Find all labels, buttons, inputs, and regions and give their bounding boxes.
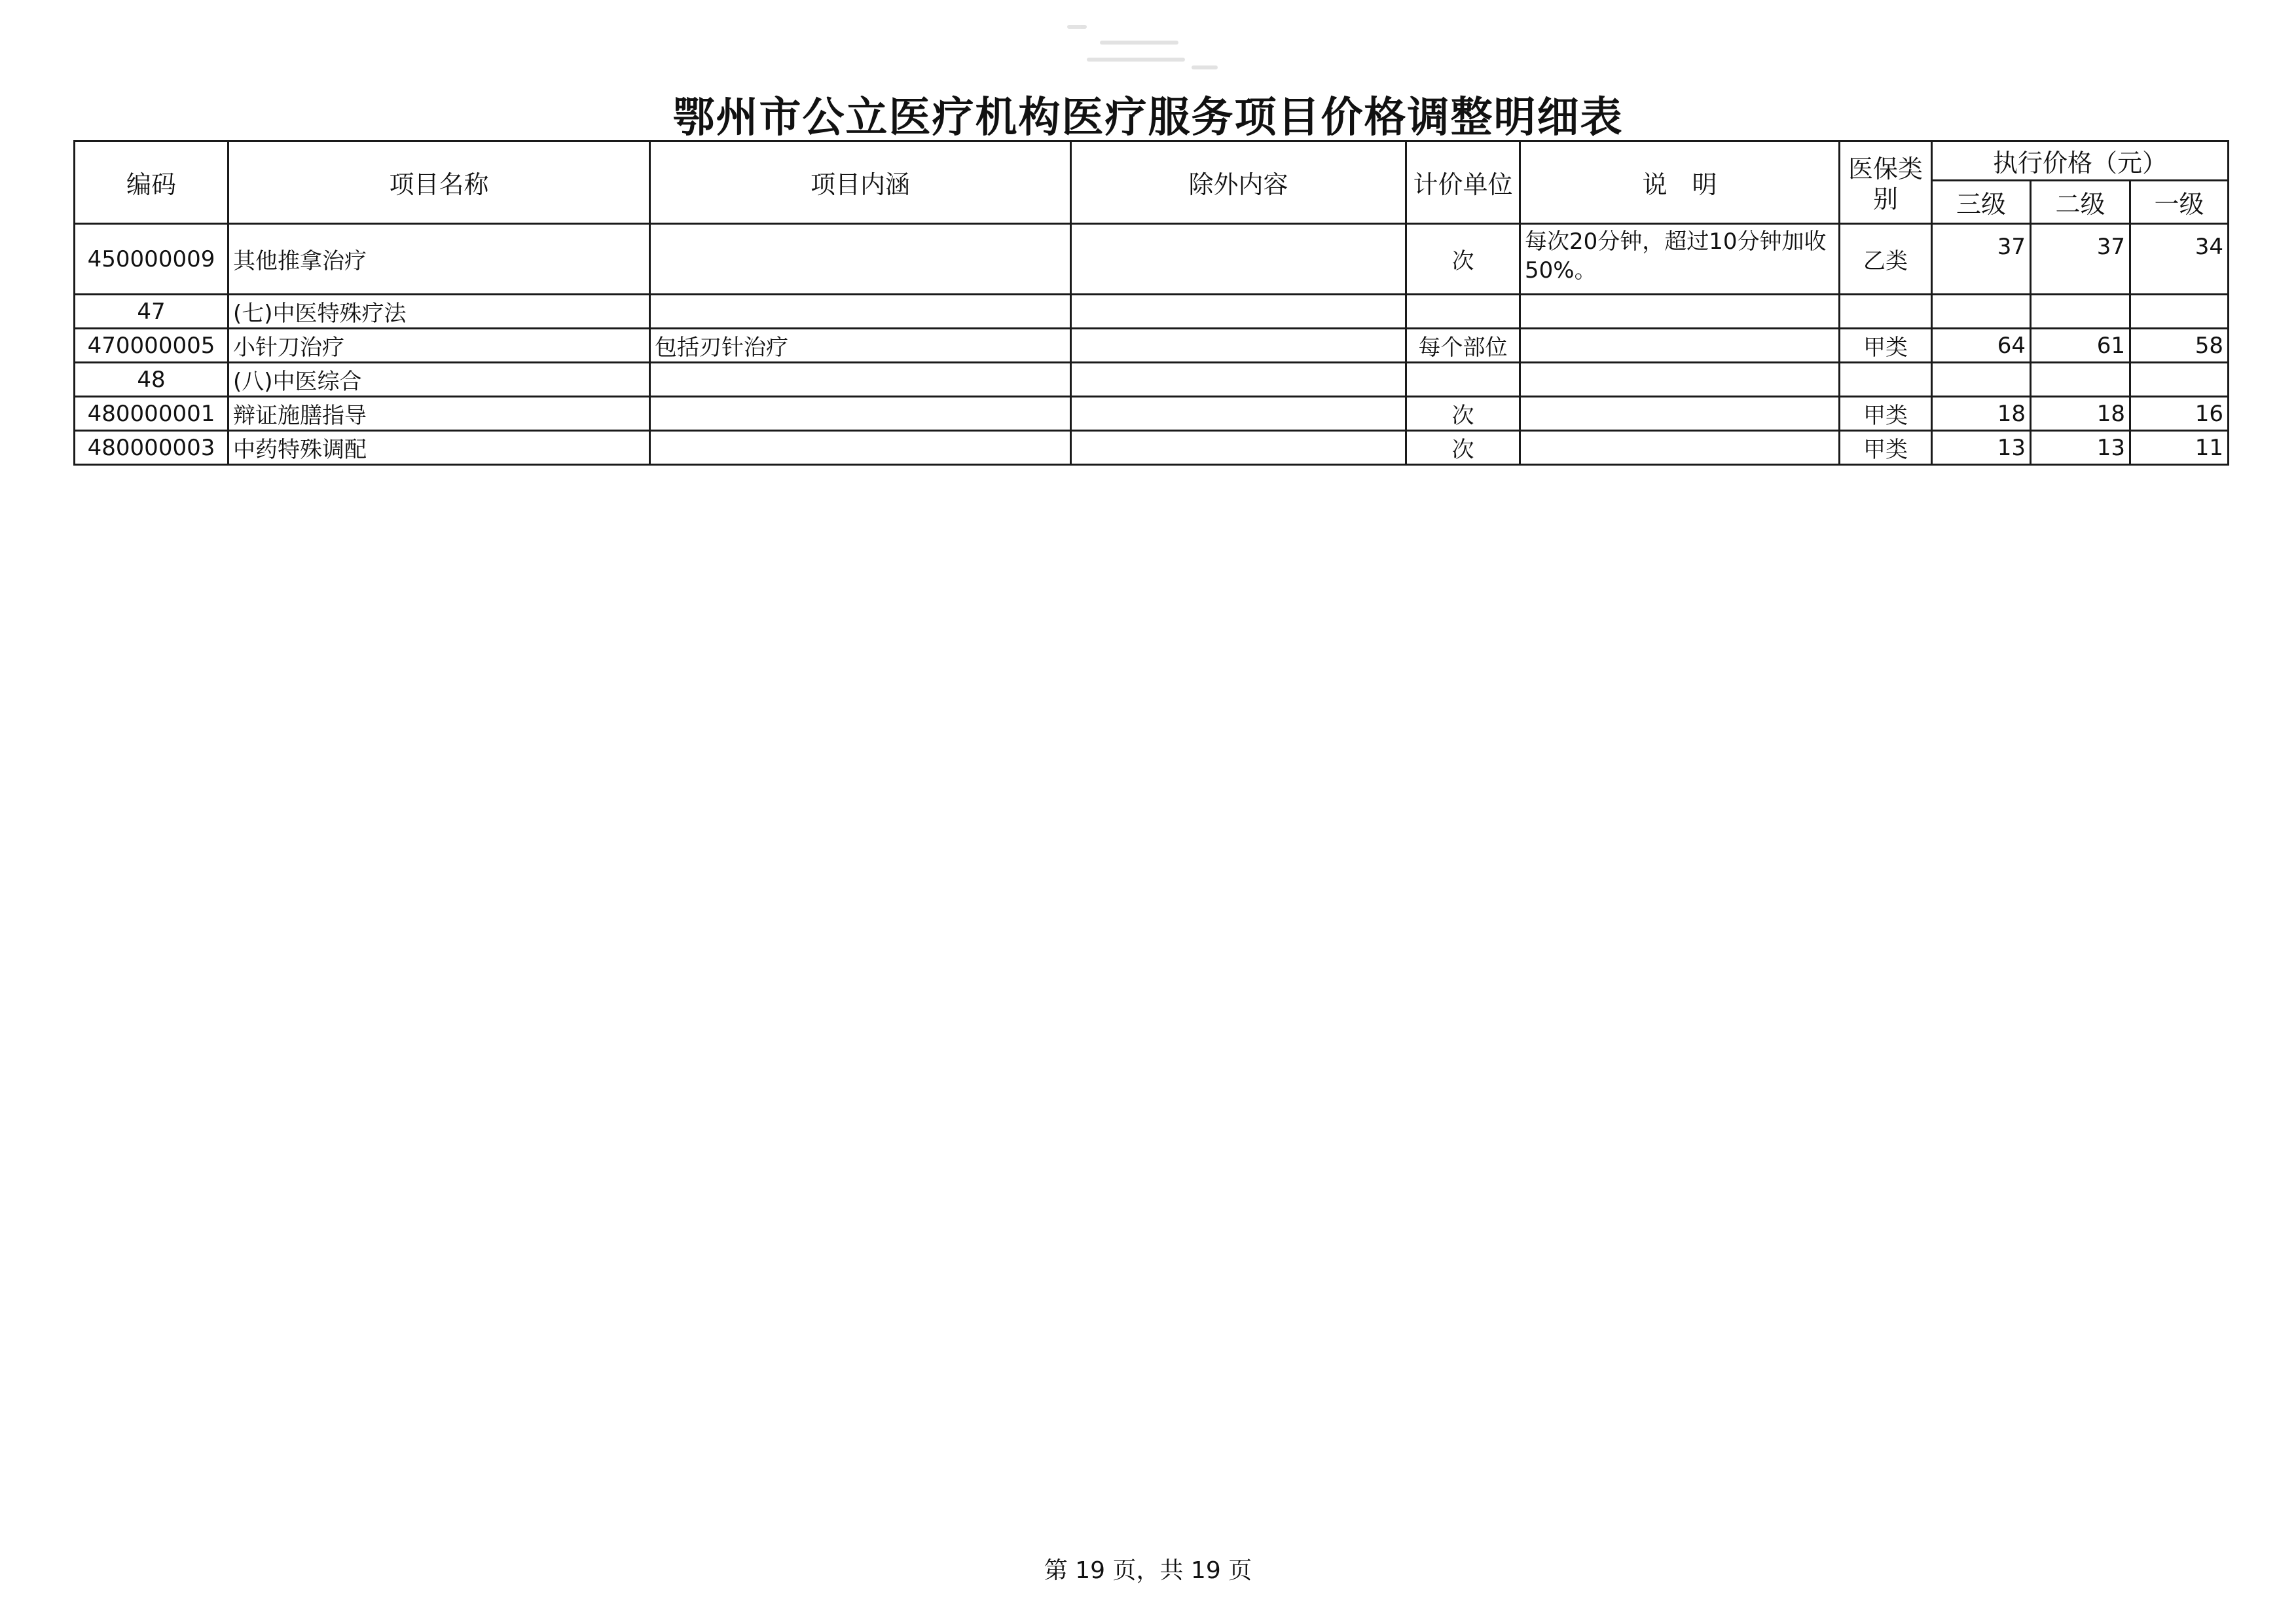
cell-code: 450000009 (75, 224, 228, 295)
page-number: 第 19 页，共 19 页 (1044, 1557, 1252, 1584)
cell-insurance: 甲类 (1840, 329, 1932, 363)
table-row (75, 431, 2229, 465)
cell-name: 小针刀治疗 (228, 329, 650, 363)
table-row (75, 329, 2229, 363)
col-header-name: 项目名称 (228, 141, 650, 224)
cell-price-level3: 37 (1932, 224, 2031, 295)
col-header-exclude: 除外内容 (1071, 141, 1406, 224)
table-row (75, 397, 2229, 431)
cell-price-level2: 37 (2031, 224, 2130, 295)
cell-note (1520, 431, 1840, 465)
cell-name: 中药特殊调配 (228, 431, 650, 465)
cell-code: 480000001 (75, 397, 228, 431)
col-header-insurance: 医保类别 (1840, 141, 1932, 224)
cell-insurance: 甲类 (1840, 397, 1932, 431)
cell-price-level3 (1932, 295, 2031, 329)
cell-unit (1406, 363, 1520, 397)
cell-insurance (1840, 363, 1932, 397)
cell-exclude (1071, 295, 1406, 329)
cell-content (650, 397, 1071, 431)
cell-unit: 次 (1406, 431, 1520, 465)
cell-name: 辩证施膳指导 (228, 397, 650, 431)
cell-unit (1406, 295, 1520, 329)
col-header-unit: 计价单位 (1406, 141, 1520, 224)
cell-price-level1: 11 (2130, 431, 2229, 465)
col-header-level3: 三级 (1932, 181, 2031, 224)
cell-price-level2 (2031, 363, 2130, 397)
cell-content (650, 295, 1071, 329)
cell-content: 包括刃针治疗 (650, 329, 1071, 363)
cell-price-level1 (2130, 295, 2229, 329)
cell-insurance: 甲类 (1840, 431, 1932, 465)
cell-content (650, 363, 1071, 397)
table-row (75, 224, 2229, 295)
cell-price-level3: 64 (1932, 329, 2031, 363)
col-header-price-group: 执行价格（元） (1932, 141, 2229, 181)
cell-unit: 次 (1406, 397, 1520, 431)
cell-note (1520, 363, 1840, 397)
cell-unit: 每个部位 (1406, 329, 1520, 363)
cell-price-level3: 13 (1932, 431, 2031, 465)
cell-code: 47 (75, 295, 228, 329)
cell-price-level1: 34 (2130, 224, 2229, 295)
document-title: 鄂州市公立医疗机构医疗服务项目价格调整明细表 (672, 93, 1624, 142)
cell-price-level2: 18 (2031, 397, 2130, 431)
cell-code: 470000005 (75, 329, 228, 363)
price-table (73, 140, 2229, 466)
cell-code: 480000003 (75, 431, 228, 465)
cell-name: (七)中医特殊疗法 (228, 295, 650, 329)
col-header-level1: 一级 (2130, 181, 2229, 224)
cell-exclude (1071, 329, 1406, 363)
cell-insurance (1840, 295, 1932, 329)
col-header-content: 项目内涵 (650, 141, 1071, 224)
col-header-level2: 二级 (2031, 181, 2130, 224)
cell-price-level1: 58 (2130, 329, 2229, 363)
table-row (75, 363, 2229, 397)
scan-stamp-mark (1061, 20, 1231, 79)
col-header-note: 说 明 (1520, 141, 1840, 224)
cell-exclude (1071, 363, 1406, 397)
cell-content (650, 224, 1071, 295)
col-header-code: 编码 (75, 141, 228, 224)
cell-note: 每次20分钟，超过10分钟加收50%。 (1520, 224, 1840, 295)
cell-price-level2: 13 (2031, 431, 2130, 465)
cell-price-level3 (1932, 363, 2031, 397)
cell-exclude (1071, 397, 1406, 431)
cell-note (1520, 329, 1840, 363)
cell-price-level3: 18 (1932, 397, 2031, 431)
cell-insurance: 乙类 (1840, 224, 1932, 295)
cell-exclude (1071, 431, 1406, 465)
cell-price-level2: 61 (2031, 329, 2130, 363)
cell-name: (八)中医综合 (228, 363, 650, 397)
cell-note (1520, 397, 1840, 431)
cell-name: 其他推拿治疗 (228, 224, 650, 295)
table-row (75, 295, 2229, 329)
cell-price-level1 (2130, 363, 2229, 397)
cell-code: 48 (75, 363, 228, 397)
cell-note (1520, 295, 1840, 329)
cell-exclude (1071, 224, 1406, 295)
cell-price-level1: 16 (2130, 397, 2229, 431)
cell-price-level2 (2031, 295, 2130, 329)
cell-unit: 次 (1406, 224, 1520, 295)
cell-content (650, 431, 1071, 465)
